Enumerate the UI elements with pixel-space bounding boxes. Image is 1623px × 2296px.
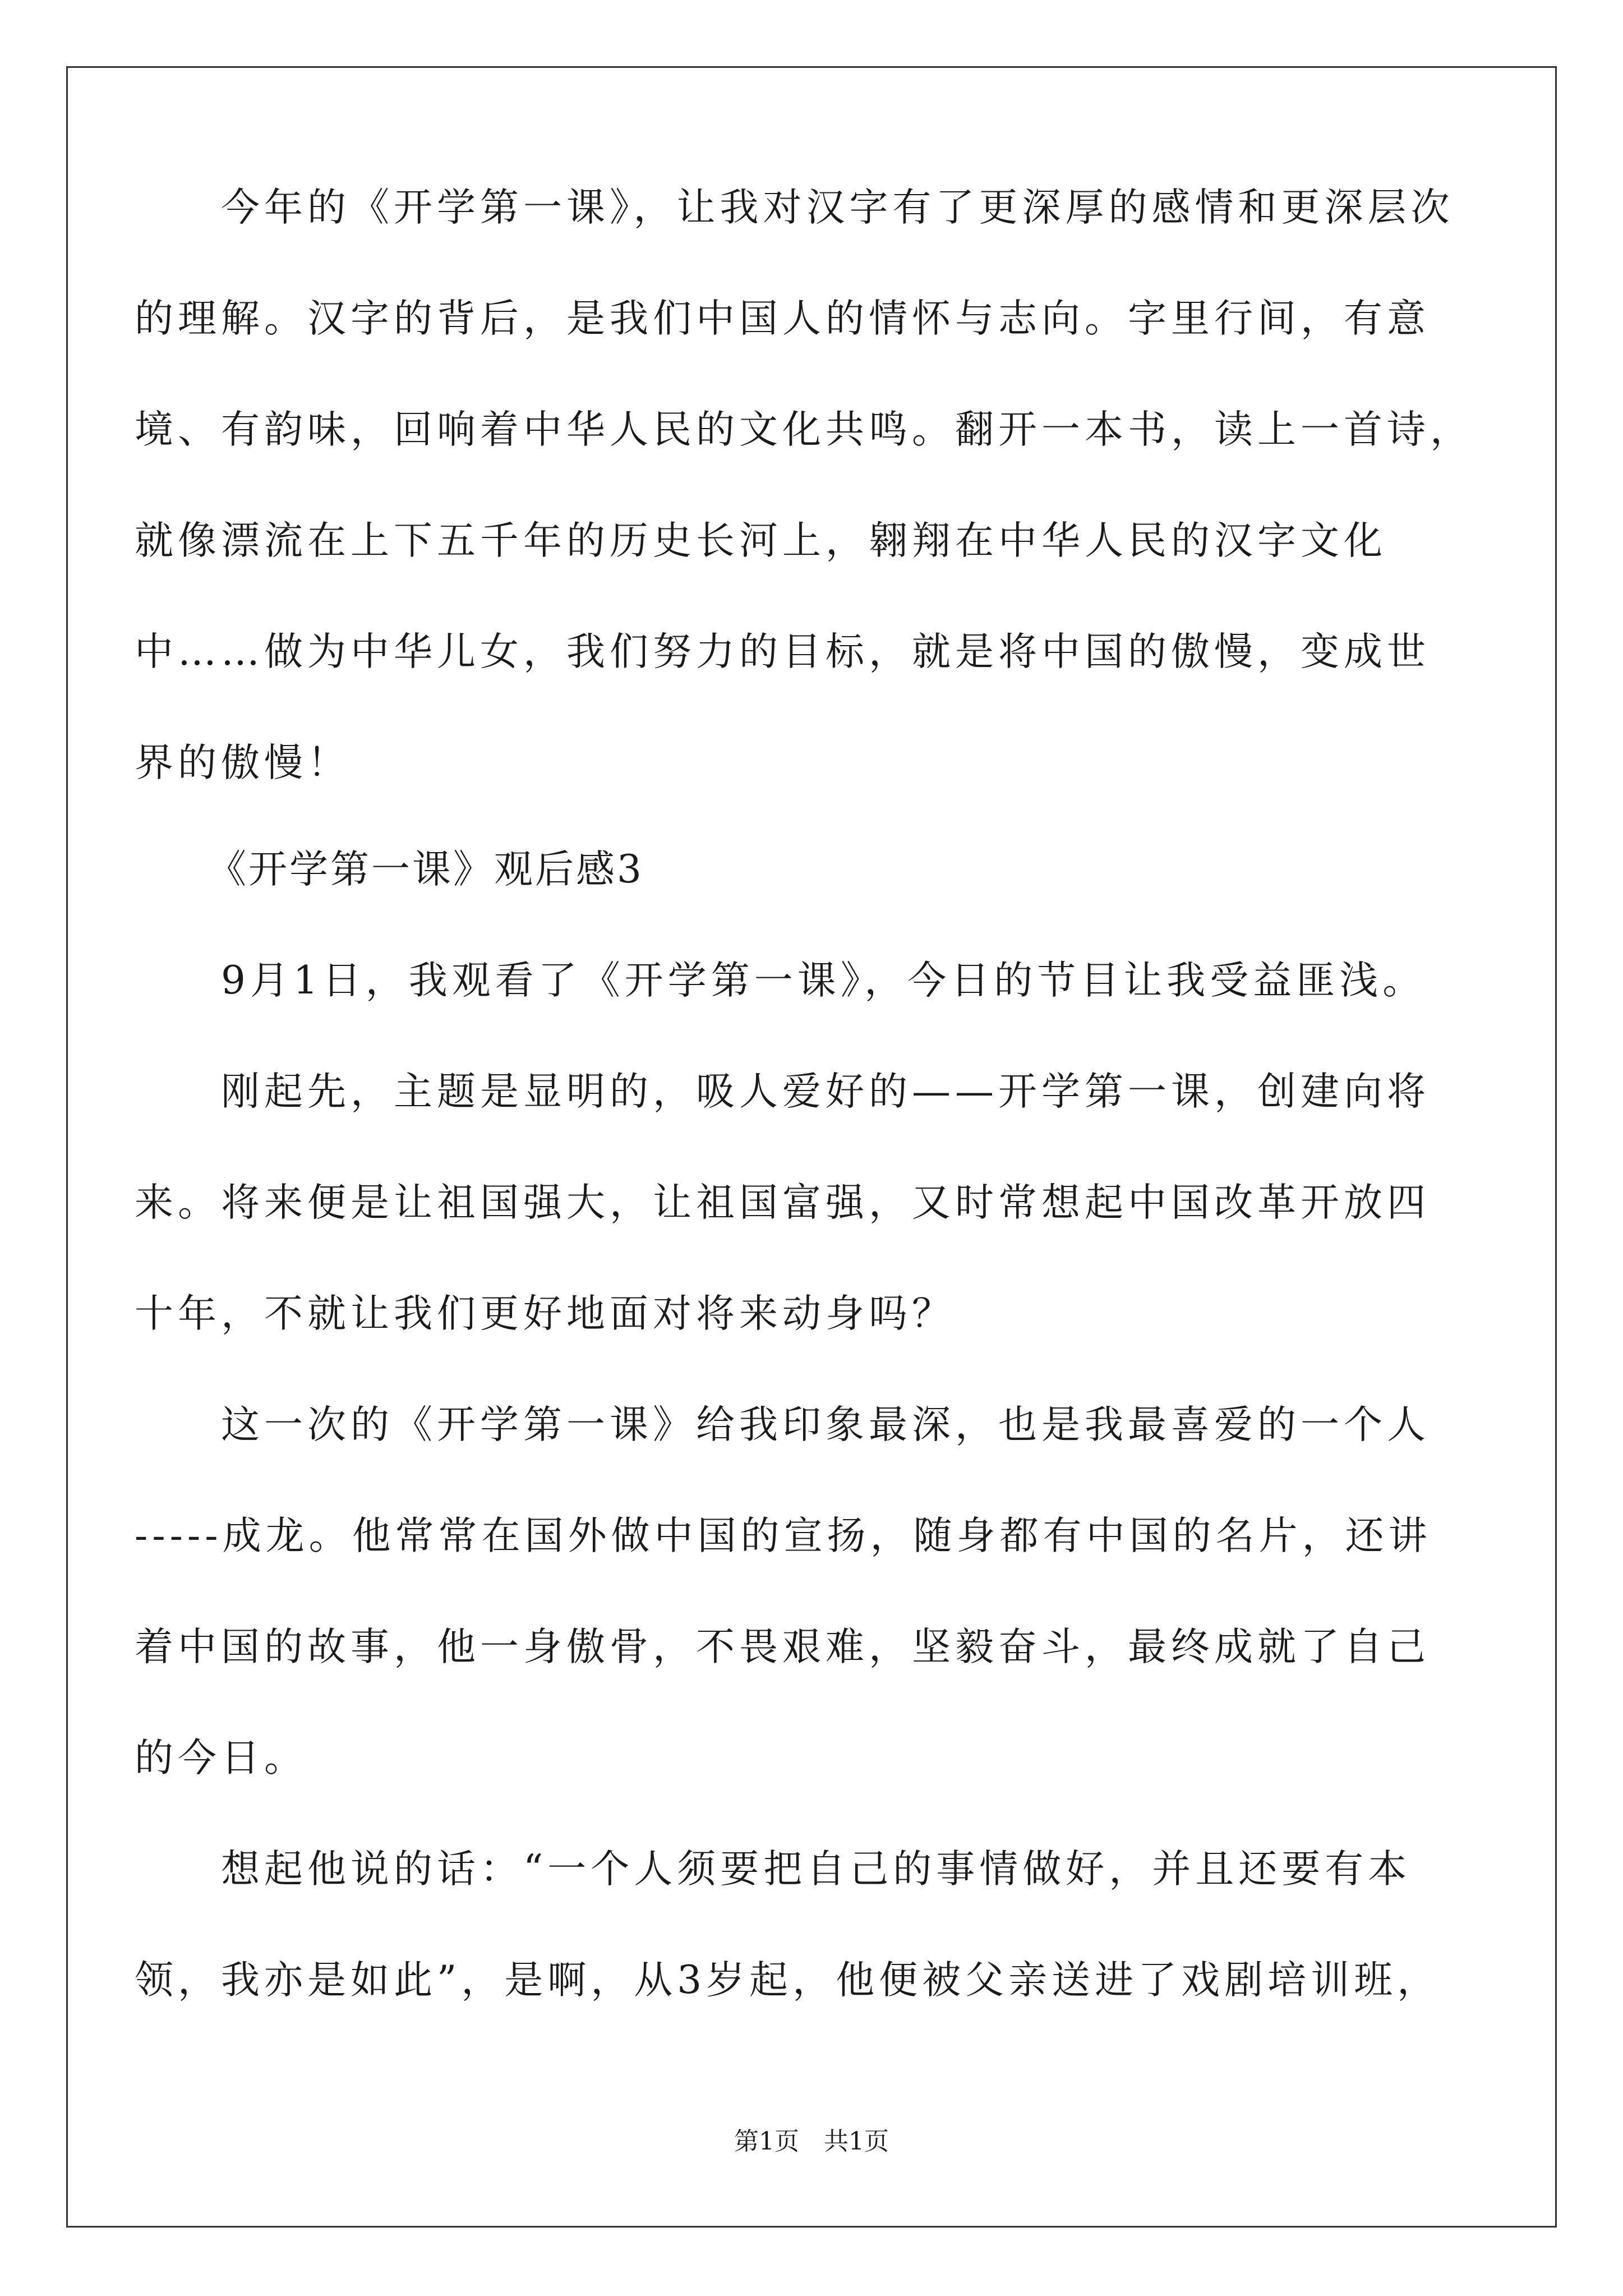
page-number: 第1页 共1页: [734, 2127, 889, 2156]
text-line: 这一次的《开学第一课》给我印象最深，也是我最喜爱的一个人: [135, 1402, 1430, 1447]
text-line: 境、有韵味，回响着中华人民的文化共鸣。翻开一本书，读上一首诗，: [135, 407, 1473, 452]
text-line: 界的傲慢！: [135, 740, 351, 785]
text-line: 想起他说的话：“一个人须要把自己的事情做好，并且还要有本: [135, 1847, 1412, 1892]
text-line: 着中国的故事，他一身傲骨，不畏艰难，坚毅奋斗，最终成就了自己: [135, 1625, 1430, 1669]
text-line: 领，我亦是如此”，是啊，从3岁起，他便被父亲送进了戏剧培训班，: [135, 1958, 1441, 2003]
text-line: 来。将来便是让祖国强大，让祖国富强，又时常想起中国改革开放四: [135, 1180, 1430, 1225]
text-line: 就像漂流在上下五千年的历史长河上，翱翔在中华人民的汉字文化: [135, 518, 1387, 563]
text-line: 十年，不就让我们更好地面对将来动身吗？: [135, 1291, 955, 1336]
text-line: 今年的《开学第一课》，让我对汉字有了更深厚的感情和更深层次: [135, 185, 1454, 230]
section-heading: 《开学第一课》观后感3: [208, 847, 644, 892]
text-line: 的今日。: [135, 1736, 307, 1780]
text-line: 的理解。汉字的背后，是我们中国人的情怀与志向。字里行间，有意: [135, 296, 1430, 341]
text-line: 刚起先，主题是显明的，吸人爱好的——开学第一课，创建向将: [135, 1069, 1430, 1114]
page-border: [66, 66, 1557, 2228]
text-line: -----成龙。他常常在国外做中国的宣扬，随身都有中国的名片，还讲: [135, 1513, 1432, 1558]
text-line: 中……做为中华儿女，我们努力的目标，就是将中国的傲慢，变成世: [135, 629, 1430, 674]
text-line: 9月1日，我观看了《开学第一课》，今日的节目让我受益匪浅。: [135, 958, 1426, 1003]
